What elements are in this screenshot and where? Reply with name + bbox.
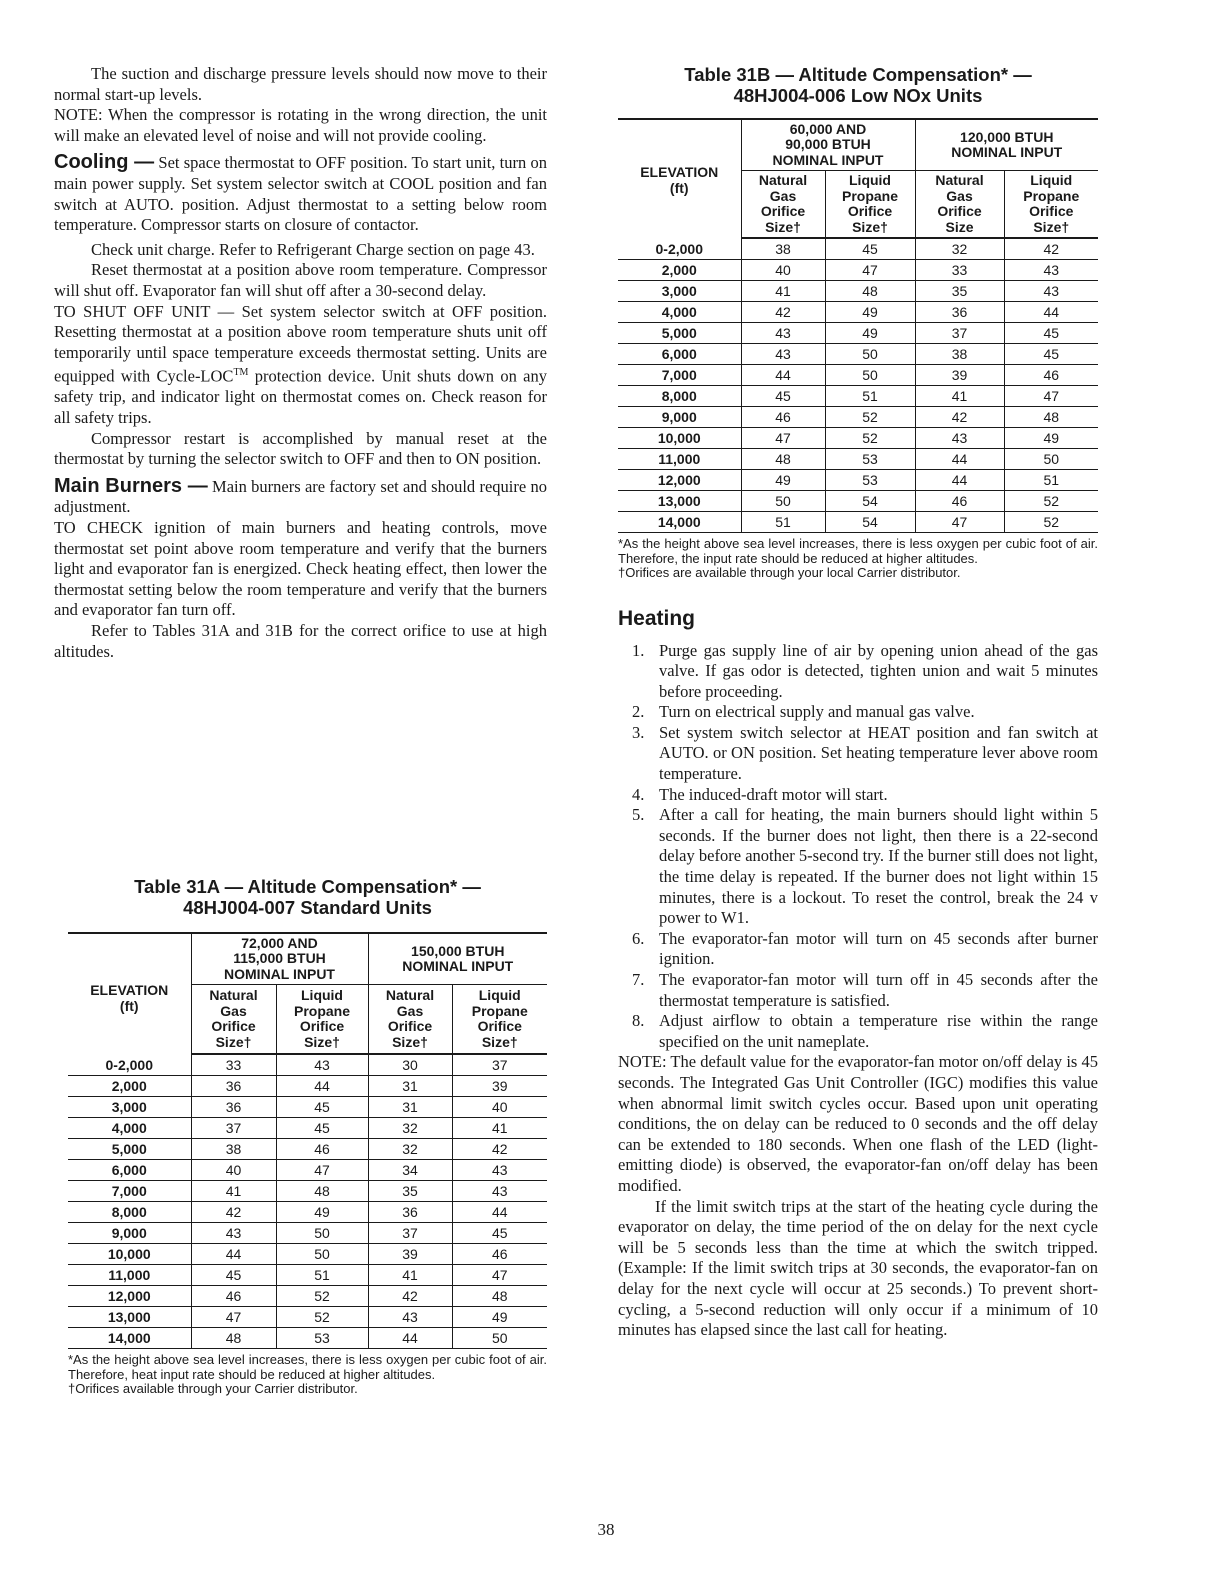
orifice-size-cell: 44 xyxy=(452,1202,547,1223)
cooling-heading: Cooling — xyxy=(54,151,155,174)
orifice-size-cell: 34 xyxy=(368,1160,452,1181)
group-header-72k: 72,000 AND 115,000 BTUH NOMINAL INPUT xyxy=(191,933,368,985)
page-number: 38 xyxy=(597,1520,615,1539)
orifice-size-cell: 48 xyxy=(825,281,915,302)
elevation-cell: 13,000 xyxy=(618,491,741,512)
step-number: 5. xyxy=(632,805,645,825)
orifice-size-cell: 36 xyxy=(191,1076,276,1097)
table-row xyxy=(618,449,1098,470)
table-31a-block xyxy=(68,876,547,1397)
orifice-size-cell: 42 xyxy=(452,1139,547,1160)
orifice-size-cell: 45 xyxy=(741,386,825,407)
table-row xyxy=(68,1139,547,1160)
step-number: 4. xyxy=(632,784,645,804)
table-row xyxy=(618,407,1098,428)
orifice-size-cell: 48 xyxy=(1004,407,1098,428)
paragraph-heating-note: NOTE: The default value for the evaporator-fan motor on/off delay is 45 seconds. The Integrated Gas Unit Controller (IGC) modifies this value when abnormal limit switch cycles occur. Based upon unit operating conditions, the on delay can be reduced to 0 seconds and the off delay can be extended to 180 seconds. When one flash of the LED (light-emitting diode) is observed, the evaporator-fan on/off delay has been modified. xyxy=(618,1052,1098,1195)
liquid-propane-header: Liquid Propane Orifice Size† xyxy=(276,985,368,1055)
orifice-size-cell: 38 xyxy=(191,1139,276,1160)
table-31a-footnotes xyxy=(68,1353,547,1397)
orifice-size-cell: 43 xyxy=(741,344,825,365)
step-number: 7. xyxy=(632,970,645,989)
orifice-size-cell: 30 xyxy=(368,1054,452,1076)
orifice-size-cell: 45 xyxy=(1004,344,1098,365)
orifice-size-cell: 43 xyxy=(741,323,825,344)
table-row xyxy=(68,1202,547,1223)
orifice-size-cell: 49 xyxy=(825,302,915,323)
orifice-size-cell: 52 xyxy=(825,407,915,428)
paragraph-note-rotation: NOTE: When the compressor is rotating in the wrong direction, the unit will make an elevated level of noise and will not provide cooling. xyxy=(54,105,547,145)
elevation-cell: 11,000 xyxy=(618,449,741,470)
footnote-orifices: †Orifices available through your Carrier distributor. xyxy=(68,1381,358,1396)
table-row xyxy=(68,1244,547,1265)
orifice-size-cell: 31 xyxy=(368,1076,452,1097)
elevation-cell: 2,000 xyxy=(618,260,741,281)
orifice-size-cell: 52 xyxy=(825,428,915,449)
orifice-size-cell: 41 xyxy=(741,281,825,302)
step-number: 6. xyxy=(632,928,645,948)
step-text: Set system switch selector at HEAT position and fan switch at AUTO. or ON position. Set heating temperature lever above room temperature. xyxy=(659,722,1098,784)
orifice-size-cell: 46 xyxy=(1004,365,1098,386)
table-row xyxy=(618,470,1098,491)
elevation-cell: 7,000 xyxy=(68,1181,191,1202)
orifice-size-cell: 43 xyxy=(1004,260,1098,281)
orifice-size-cell: 43 xyxy=(915,428,1004,449)
group-header-150k: 150,000 BTUH NOMINAL INPUT xyxy=(368,933,547,985)
footnote-orifices: †Orifices are available through your local Carrier distributor. xyxy=(618,565,961,580)
orifice-size-cell: 47 xyxy=(741,428,825,449)
table-row xyxy=(68,1160,547,1181)
orifice-size-cell: 44 xyxy=(915,449,1004,470)
orifice-size-cell: 50 xyxy=(741,491,825,512)
orifice-size-cell: 33 xyxy=(191,1054,276,1076)
table-row xyxy=(618,491,1098,512)
orifice-size-cell: 51 xyxy=(276,1265,368,1286)
table-row xyxy=(68,1307,547,1328)
step-text: Purge gas supply line of air by opening union ahead of the gas valve. If gas odor is detected, tighten union and wait 5 minutes before proceeding. xyxy=(659,640,1098,701)
paragraph-main-burners xyxy=(54,476,547,518)
table-row xyxy=(68,1097,547,1118)
heating-step xyxy=(618,929,1098,970)
elevation-cell: 0-2,000 xyxy=(68,1054,191,1076)
orifice-size-cell: 42 xyxy=(368,1286,452,1307)
elevation-cell: 4,000 xyxy=(68,1118,191,1139)
orifice-size-cell: 53 xyxy=(825,470,915,491)
orifice-size-cell: 42 xyxy=(915,407,1004,428)
heating-section xyxy=(618,641,1098,1341)
elevation-cell: 11,000 xyxy=(68,1265,191,1286)
paragraph-check-ignition: TO CHECK ignition of main burners and heating controls, move thermostat set point above room temperature and verify that the burners light and evaporator fan is energized. Check heating effect, then lower the thermostat setting below the room temperature and verify that the burners and evaporator fan turn off. xyxy=(54,517,547,620)
orifice-size-cell: 50 xyxy=(825,344,915,365)
liquid-propane-header: Liquid Propane Orifice Size† xyxy=(1004,171,1098,239)
heating-heading: Heating xyxy=(618,606,696,630)
heating-step xyxy=(618,723,1098,785)
orifice-size-cell: 53 xyxy=(825,449,915,470)
orifice-size-cell: 47 xyxy=(191,1307,276,1328)
orifice-size-cell: 43 xyxy=(452,1160,547,1181)
orifice-size-cell: 47 xyxy=(452,1265,547,1286)
orifice-size-cell: 51 xyxy=(825,386,915,407)
orifice-size-cell: 46 xyxy=(741,407,825,428)
elevation-cell: 8,000 xyxy=(68,1202,191,1223)
table-row xyxy=(618,344,1098,365)
orifice-size-cell: 49 xyxy=(741,470,825,491)
orifice-size-cell: 47 xyxy=(1004,386,1098,407)
heating-step xyxy=(618,785,1098,806)
orifice-size-cell: 40 xyxy=(452,1097,547,1118)
orifice-size-cell: 36 xyxy=(915,302,1004,323)
orifice-size-cell: 42 xyxy=(191,1202,276,1223)
elevation-cell: 0-2,000 xyxy=(618,238,741,260)
heating-step xyxy=(618,641,1098,703)
orifice-size-cell: 50 xyxy=(1004,449,1098,470)
orifice-size-cell: 50 xyxy=(276,1223,368,1244)
orifice-size-cell: 41 xyxy=(452,1118,547,1139)
heating-step xyxy=(618,805,1098,929)
orifice-size-cell: 38 xyxy=(741,238,825,260)
table-row xyxy=(618,302,1098,323)
table-row xyxy=(618,238,1098,260)
orifice-size-cell: 45 xyxy=(276,1097,368,1118)
orifice-size-cell: 44 xyxy=(1004,302,1098,323)
orifice-size-cell: 45 xyxy=(452,1223,547,1244)
orifice-size-cell: 40 xyxy=(741,260,825,281)
paragraph-reset-thermostat: Reset thermostat at a position above room temperature. Compressor will shut off. Evaporator fan will shut off after a 30-second delay. xyxy=(54,260,547,300)
elevation-cell: 14,000 xyxy=(618,512,741,533)
orifice-size-cell: 39 xyxy=(915,365,1004,386)
table-row xyxy=(618,281,1098,302)
paragraph-check-charge: Check unit charge. Refer to Refrigerant Charge section on page 43. xyxy=(91,239,535,259)
step-number: 3. xyxy=(632,722,645,742)
elevation-cell: 10,000 xyxy=(618,428,741,449)
orifice-size-cell: 44 xyxy=(191,1244,276,1265)
orifice-size-cell: 32 xyxy=(368,1139,452,1160)
orifice-size-cell: 42 xyxy=(1004,238,1098,260)
elevation-cell: 9,000 xyxy=(618,407,741,428)
elevation-cell: 9,000 xyxy=(68,1223,191,1244)
main-burners-heading: Main Burners — xyxy=(54,474,208,497)
orifice-size-cell: 39 xyxy=(368,1244,452,1265)
orifice-size-cell: 51 xyxy=(1004,470,1098,491)
orifice-size-cell: 47 xyxy=(915,512,1004,533)
orifice-size-cell: 44 xyxy=(915,470,1004,491)
orifice-size-cell: 44 xyxy=(741,365,825,386)
elevation-cell: 10,000 xyxy=(68,1244,191,1265)
step-text: Turn on electrical supply and manual gas valve. xyxy=(659,702,975,722)
orifice-size-cell: 37 xyxy=(915,323,1004,344)
orifice-size-cell: 48 xyxy=(452,1286,547,1307)
orifice-size-cell: 32 xyxy=(368,1118,452,1139)
orifice-size-cell: 50 xyxy=(276,1244,368,1265)
orifice-size-cell: 46 xyxy=(452,1244,547,1265)
table-row xyxy=(68,1328,547,1349)
orifice-size-cell: 39 xyxy=(452,1076,547,1097)
elevation-cell: 2,000 xyxy=(68,1076,191,1097)
elevation-header: ELEVATION (ft) xyxy=(68,933,191,1054)
orifice-size-cell: 31 xyxy=(368,1097,452,1118)
orifice-size-cell: 53 xyxy=(276,1328,368,1349)
orifice-size-cell: 44 xyxy=(276,1076,368,1097)
elevation-cell: 3,000 xyxy=(68,1097,191,1118)
elevation-cell: 7,000 xyxy=(618,365,741,386)
orifice-size-cell: 52 xyxy=(276,1286,368,1307)
table-row xyxy=(618,260,1098,281)
natural-gas-header: Natural Gas Orifice Size† xyxy=(368,985,452,1055)
table-row xyxy=(68,1265,547,1286)
orifice-size-cell: 46 xyxy=(191,1286,276,1307)
orifice-size-cell: 47 xyxy=(276,1160,368,1181)
orifice-size-cell: 48 xyxy=(276,1181,368,1202)
elevation-cell: 12,000 xyxy=(68,1286,191,1307)
orifice-size-cell: 45 xyxy=(825,238,915,260)
orifice-size-cell: 37 xyxy=(452,1054,547,1076)
orifice-size-cell: 45 xyxy=(276,1118,368,1139)
natural-gas-header: Natural Gas Orifice Size† xyxy=(191,985,276,1055)
step-number: 2. xyxy=(632,702,645,722)
orifice-size-cell: 36 xyxy=(191,1097,276,1118)
orifice-size-cell: 48 xyxy=(191,1328,276,1349)
cooling-text: Set space thermostat to OFF position. To start unit, turn on main power supply. Set system selector switch at COOL position and fan switch at AUTO. position. Adjust thermostat to a setting below room temperature. Compressor starts on closure of contactor. xyxy=(54,153,548,235)
table-31a xyxy=(68,932,547,1349)
table-row xyxy=(618,428,1098,449)
table-row xyxy=(68,1054,547,1076)
table-row xyxy=(68,1118,547,1139)
table-31a-title: Table 31A — Altitude Compensation* — 48HJ004-007 Standard Units xyxy=(134,876,481,918)
liquid-propane-header: Liquid Propane Orifice Size† xyxy=(825,171,915,239)
orifice-size-cell: 49 xyxy=(276,1202,368,1223)
orifice-size-cell: 33 xyxy=(915,260,1004,281)
paragraph-pressure-levels: The suction and discharge pressure levels should now move to their normal start-up levels. xyxy=(54,64,547,104)
paragraph-refer-tables: Refer to Tables 31A and 31B for the correct orifice to use at high altitudes. xyxy=(54,620,547,661)
heating-step xyxy=(618,970,1098,1011)
main-burners-text: Main burners are factory set and should require no adjustment. xyxy=(54,476,548,517)
orifice-size-cell: 43 xyxy=(452,1181,547,1202)
elevation-cell: 4,000 xyxy=(618,302,741,323)
orifice-size-cell: 50 xyxy=(825,365,915,386)
orifice-size-cell: 46 xyxy=(915,491,1004,512)
orifice-size-cell: 36 xyxy=(368,1202,452,1223)
step-text: The induced-draft motor will start. xyxy=(659,784,888,804)
orifice-size-cell: 52 xyxy=(1004,491,1098,512)
table-row xyxy=(68,1076,547,1097)
paragraph-compressor-restart: Compressor restart is accomplished by manual reset at the thermostat by turning the selector switch to OFF and then to ON position. xyxy=(54,428,547,469)
step-text: After a call for heating, the main burners should light within 5 seconds. If the burner does not light, then there is a 22-second delay before another 5-second try. If the burner still does not light, the time delay is repeated. If the burner does not light within 15 minutes, there is a lockout. To reset the control, break the 24 v power to W1. xyxy=(659,805,1098,928)
orifice-size-cell: 50 xyxy=(452,1328,547,1349)
elevation-cell: 3,000 xyxy=(618,281,741,302)
table-31b xyxy=(618,118,1098,533)
orifice-size-cell: 49 xyxy=(1004,428,1098,449)
step-number: 1. xyxy=(632,640,645,660)
orifice-size-cell: 43 xyxy=(368,1307,452,1328)
natural-gas-header: Natural Gas Orifice Size† xyxy=(741,171,825,239)
elevation-cell: 12,000 xyxy=(618,470,741,491)
elevation-cell: 6,000 xyxy=(68,1160,191,1181)
orifice-size-cell: 51 xyxy=(741,512,825,533)
step-text: Adjust airflow to obtain a temperature rise within the range specified on the unit nameplate. xyxy=(659,1011,1098,1051)
elevation-cell: 5,000 xyxy=(68,1139,191,1160)
orifice-size-cell: 38 xyxy=(915,344,1004,365)
paragraph-shut-off-unit: TO SHUT OFF UNIT — Set system selector switch at OFF position. Resetting thermostat at a position above room temperature shuts unit off temporarily until space temperature exceeds thermostat setting. Units are equipped with Cycle-LOC™ protection device. Unit shuts down on any safety trip, and indicator light on thermostat comes on. Check reason for all safety trips. xyxy=(54,301,547,427)
trademark: TM xyxy=(233,367,249,379)
left-column xyxy=(54,64,547,662)
table-31b-body xyxy=(618,238,1098,533)
elevation-cell: 14,000 xyxy=(68,1328,191,1349)
orifice-size-cell: 54 xyxy=(825,512,915,533)
orifice-size-cell: 40 xyxy=(191,1160,276,1181)
table-row xyxy=(618,512,1098,533)
heating-step xyxy=(618,1011,1098,1052)
orifice-size-cell: 46 xyxy=(276,1139,368,1160)
table-row xyxy=(68,1181,547,1202)
orifice-size-cell: 37 xyxy=(368,1223,452,1244)
footnote-altitude: *As the height above sea level increases, there is less oxygen per cubic foot of air. Therefore, heat input rate should be reduced at higher altitudes. xyxy=(68,1352,547,1382)
table-row xyxy=(68,1223,547,1244)
table-31b-footnotes xyxy=(618,537,1098,581)
heating-steps-list xyxy=(618,641,1098,1053)
group-header-60k: 60,000 AND 90,000 BTUH NOMINAL INPUT xyxy=(741,119,915,171)
group-header-120k: 120,000 BTUH NOMINAL INPUT xyxy=(915,119,1098,171)
orifice-size-cell: 43 xyxy=(1004,281,1098,302)
orifice-size-cell: 43 xyxy=(191,1223,276,1244)
orifice-size-cell: 41 xyxy=(915,386,1004,407)
table-31b-title: Table 31B — Altitude Compensation* — 48HJ004-006 Low NOx Units xyxy=(684,64,1032,106)
step-number: 8. xyxy=(632,1011,645,1031)
table-31a-body xyxy=(68,1054,547,1349)
orifice-size-cell: 52 xyxy=(276,1307,368,1328)
elevation-cell: 5,000 xyxy=(618,323,741,344)
orifice-size-cell: 37 xyxy=(191,1118,276,1139)
right-column xyxy=(618,64,1098,1341)
elevation-cell: 8,000 xyxy=(618,386,741,407)
heating-step xyxy=(618,702,1098,723)
orifice-size-cell: 32 xyxy=(915,238,1004,260)
elevation-cell: 6,000 xyxy=(618,344,741,365)
orifice-size-cell: 48 xyxy=(741,449,825,470)
orifice-size-cell: 49 xyxy=(825,323,915,344)
orifice-size-cell: 45 xyxy=(191,1265,276,1286)
elevation-header: ELEVATION (ft) xyxy=(618,119,741,238)
natural-gas-header: Natural Gas Orifice Size xyxy=(915,171,1004,239)
step-text: The evaporator-fan motor will turn on 45 seconds after burner ignition. xyxy=(659,928,1098,969)
table-row xyxy=(618,386,1098,407)
paragraph-cooling xyxy=(54,152,547,235)
liquid-propane-header: Liquid Propane Orifice Size† xyxy=(452,985,547,1055)
orifice-size-cell: 41 xyxy=(191,1181,276,1202)
table-row xyxy=(68,1286,547,1307)
orifice-size-cell: 52 xyxy=(1004,512,1098,533)
orifice-size-cell: 49 xyxy=(452,1307,547,1328)
step-text: The evaporator-fan motor will turn off in 45 seconds after the thermostat temperature is satisfied. xyxy=(659,970,1098,1010)
orifice-size-cell: 42 xyxy=(741,302,825,323)
orifice-size-cell: 47 xyxy=(825,260,915,281)
orifice-size-cell: 54 xyxy=(825,491,915,512)
orifice-size-cell: 41 xyxy=(368,1265,452,1286)
table-row xyxy=(618,365,1098,386)
orifice-size-cell: 45 xyxy=(1004,323,1098,344)
orifice-size-cell: 43 xyxy=(276,1054,368,1076)
elevation-cell: 13,000 xyxy=(68,1307,191,1328)
orifice-size-cell: 35 xyxy=(368,1181,452,1202)
footnote-altitude: *As the height above sea level increases, there is less oxygen per cubic foot of air. Therefore, the input rate should be reduced at higher altitudes. xyxy=(618,536,1098,566)
orifice-size-cell: 35 xyxy=(915,281,1004,302)
paragraph-limit-switch: If the limit switch trips at the start of the heating cycle during the evaporator on delay, the time period of the on delay for the next cycle will be 5 seconds less than the time at which the switch tripped. (Example: If the limit switch trips at 30 seconds, the evaporator-fan on delay for the next cycle will occur at 25 seconds.) To prevent short-cycling, a 5-second reduction will only occur if a minimum of 10 minutes has elapsed since the last call for heating. xyxy=(618,1196,1098,1340)
orifice-size-cell: 44 xyxy=(368,1328,452,1349)
table-row xyxy=(618,323,1098,344)
